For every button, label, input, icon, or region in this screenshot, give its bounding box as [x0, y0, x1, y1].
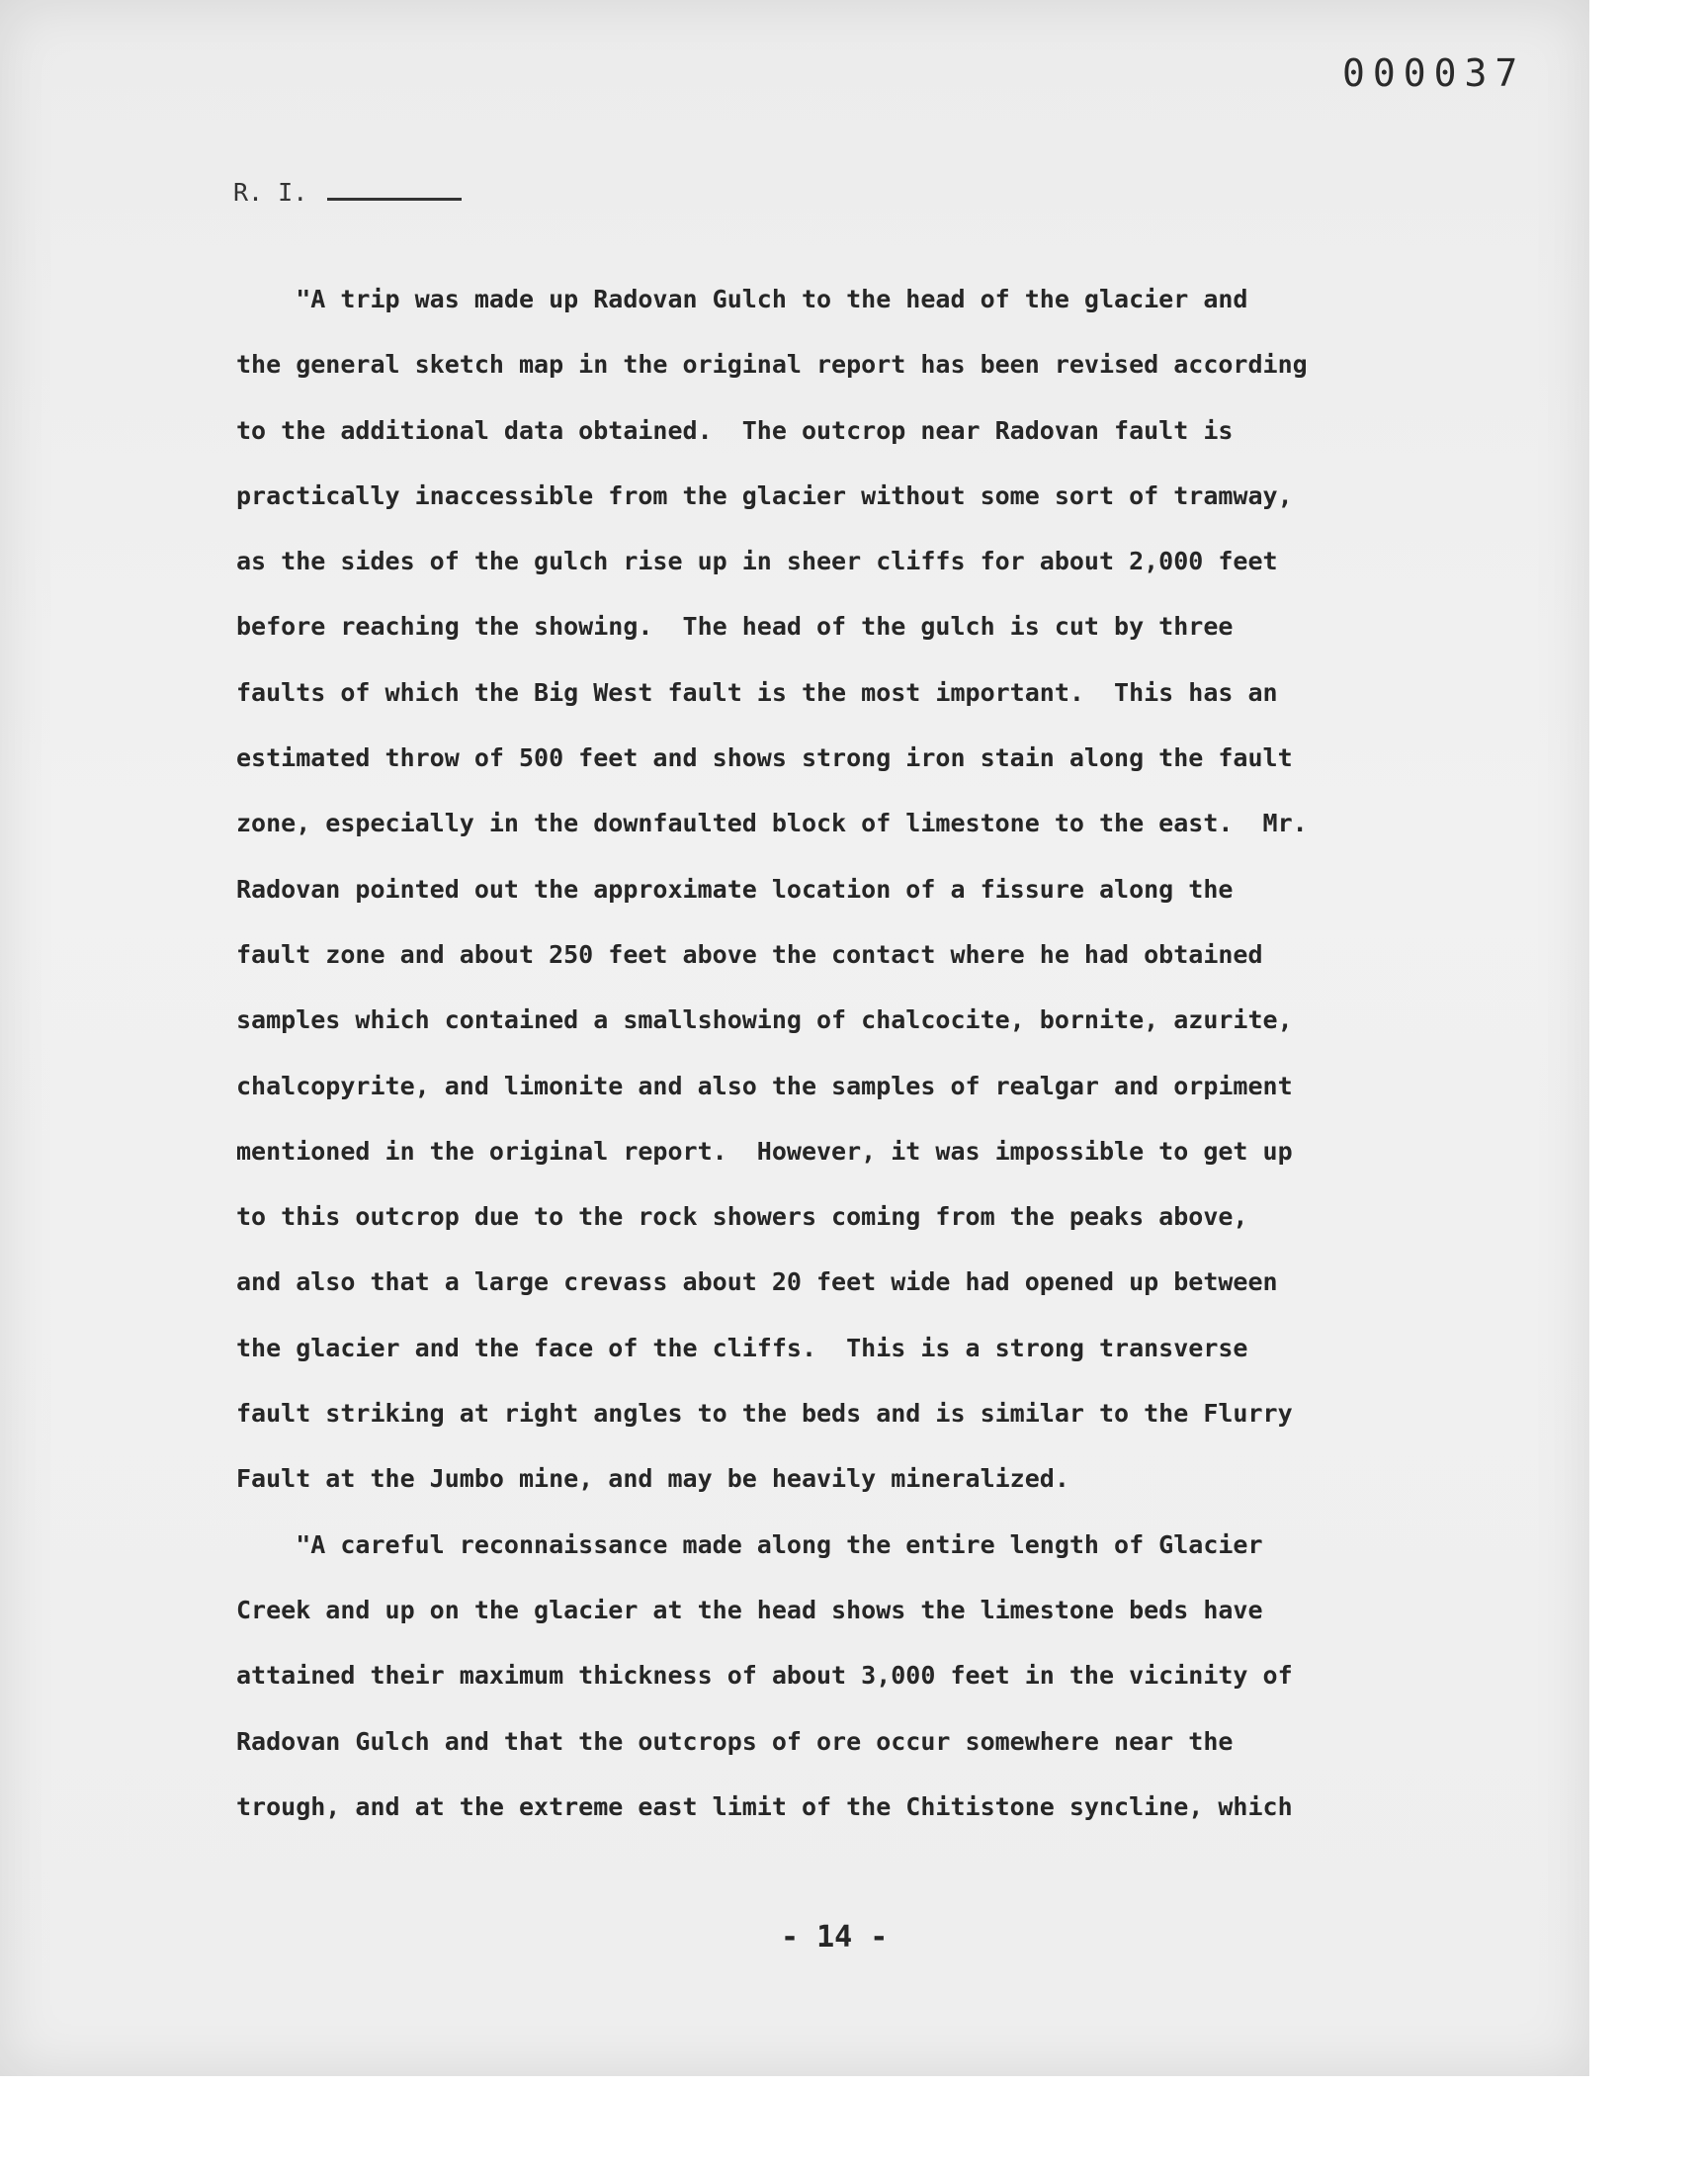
ri-label: R. I. [233, 178, 308, 207]
text-line: and also that a large crevass about 20 feet wide had opened up between [236, 1267, 1278, 1297]
text-line: Fault at the Jumbo mine, and may be heavily mineralized. [236, 1464, 1069, 1494]
text-line: "A careful reconnaissance made along the entire length of Glacier [236, 1529, 1263, 1559]
text-line: fault zone and about 250 feet above the contact where he had obtained [236, 939, 1263, 969]
text-line: to the additional data obtained. The outcrop near Radovan fault is [236, 415, 1234, 445]
text-line: "A trip was made up Radovan Gulch to the head of the glacier and [236, 285, 1248, 313]
text-line: chalcopyrite, and limonite and also the samples of realgar and orpiment [236, 1071, 1293, 1100]
text-line: fault striking at right angles to the beds and is similar to the Flurry [236, 1399, 1293, 1429]
text-line: Radovan pointed out the approximate location of a fissure along the [236, 874, 1234, 904]
text-line: Creek and up on the glacier at the head shows the limestone beds have [236, 1595, 1263, 1624]
text-line: before reaching the showing. The head of the gulch is cut by three [236, 612, 1234, 642]
body-text [236, 267, 1452, 1840]
text-line: mentioned in the original report. However, it was impossible to get up [236, 1136, 1293, 1166]
page-id-stamp: 000037 [1342, 51, 1526, 95]
text-line: estimated throw of 500 feet and shows strong iron stain along the fault [236, 743, 1293, 773]
text-line: trough, and at the extreme east limit of the Chitistone syncline, which [236, 1791, 1293, 1821]
ri-number-blank [327, 176, 462, 201]
ri-header [233, 176, 462, 207]
text-line: the general sketch map in the original report has been revised according [236, 350, 1308, 380]
text-line: to this outcrop due to the rock showers coming from the peaks above, [236, 1202, 1248, 1232]
text-line: Radovan Gulch and that the outcrops of ore occur somewhere near the [236, 1726, 1234, 1756]
text-line: zone, especially in the downfaulted block of limestone to the east. Mr. [236, 809, 1308, 838]
text-line: samples which contained a smallshowing of chalcocite, bornite, azurite, [236, 1005, 1293, 1035]
text-line: as the sides of the gulch rise up in sheer cliffs for about 2,000 feet [236, 547, 1278, 576]
text-line: attained their maximum thickness of about 3,000 feet in the vicinity of [236, 1661, 1293, 1691]
text-line: the glacier and the face of the cliffs. This is a strong transverse [236, 1333, 1248, 1362]
text-line: practically inaccessible from the glacier without some sort of tramway, [236, 480, 1293, 510]
text-line: faults of which the Big West fault is the most important. This has an [236, 677, 1278, 707]
page-number: - 14 - [781, 1920, 889, 1955]
